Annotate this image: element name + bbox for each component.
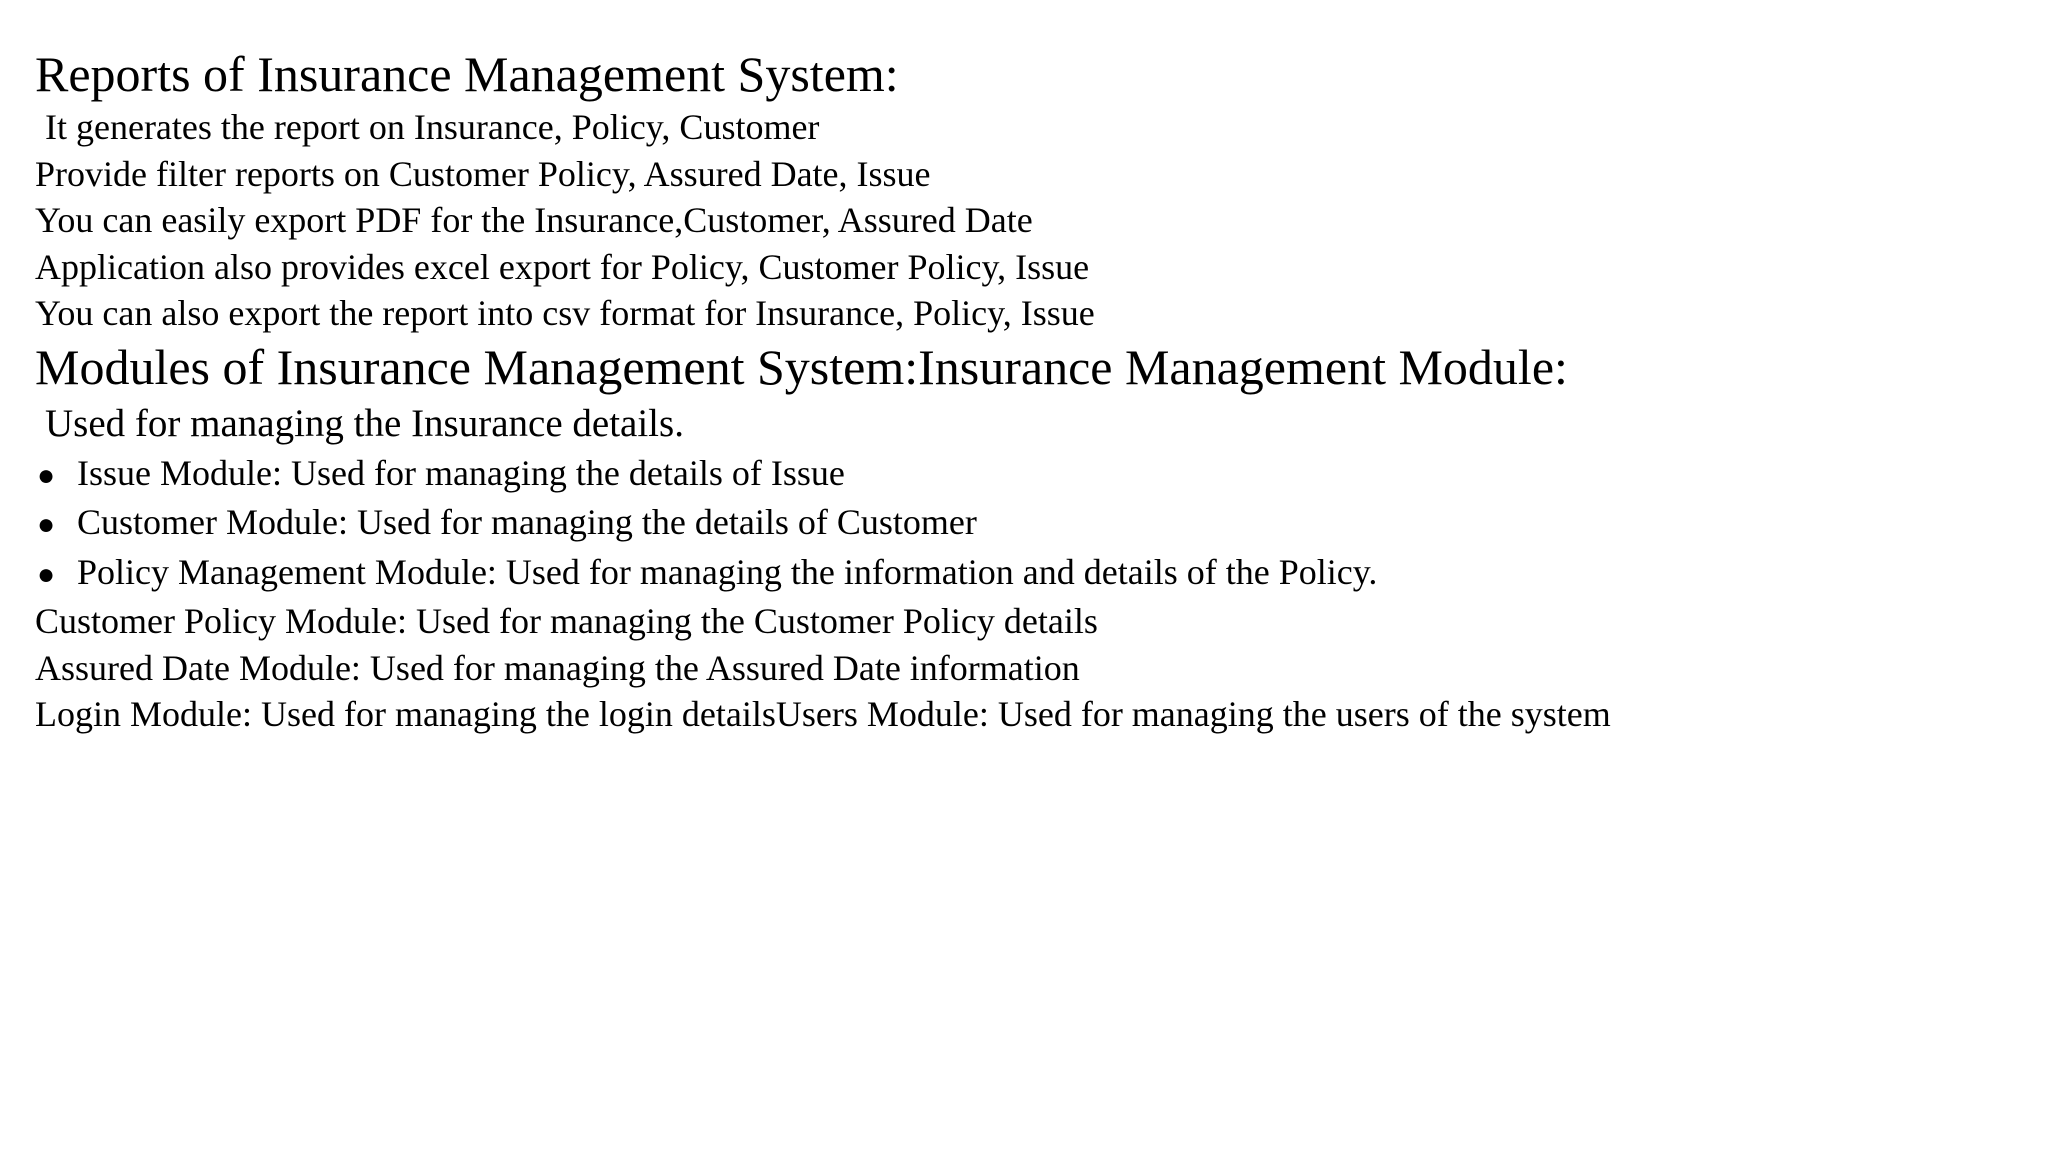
reports-line: Provide filter reports on Customer Policy, Assured Date, Issue (35, 153, 931, 194)
reports-line: Application also provides excel export for Policy, Customer Policy, Issue (35, 246, 1090, 287)
bullet-text: Policy Management Module: Used for managing the information and details of the Policy. (77, 551, 1378, 592)
reports-heading: Reports of Insurance Management System: (35, 46, 899, 102)
reports-line: You can easily export PDF for the Insurance,Customer, Assured Date (35, 200, 1033, 240)
modules-heading: Modules of Insurance Management System:Insurance Management Module: (35, 338, 1568, 395)
modules-intro: Used for managing the Insurance details. (45, 401, 684, 445)
module-line: Login Module: Used for managing the login detailsUsers Module: Used for managing the users of the system (35, 694, 1611, 734)
document-page (35, 44, 2025, 738)
bullet-item-customer (35, 499, 2025, 549)
reports-line: You can also export the report into csv format for Insurance, Policy, Issue (35, 293, 1095, 333)
bullet-item-policy (35, 549, 2025, 599)
bullet-dot-icon: ● (37, 458, 56, 492)
module-line: Assured Date Module: Used for managing the Assured Date information (35, 647, 1080, 688)
module-line: Customer Policy Module: Used for managing the Customer Policy details (35, 601, 1098, 641)
bullet-text: Customer Module: Used for managing the details of Customer (77, 502, 977, 542)
bullet-dot-icon: ● (37, 508, 56, 541)
bullet-dot-icon: ● (37, 557, 56, 591)
bullet-item-issue (35, 450, 2025, 500)
bullet-text: Issue Module: Used for managing the details of Issue (77, 452, 845, 493)
reports-line: It generates the report on Insurance, Policy, Customer (45, 107, 820, 147)
